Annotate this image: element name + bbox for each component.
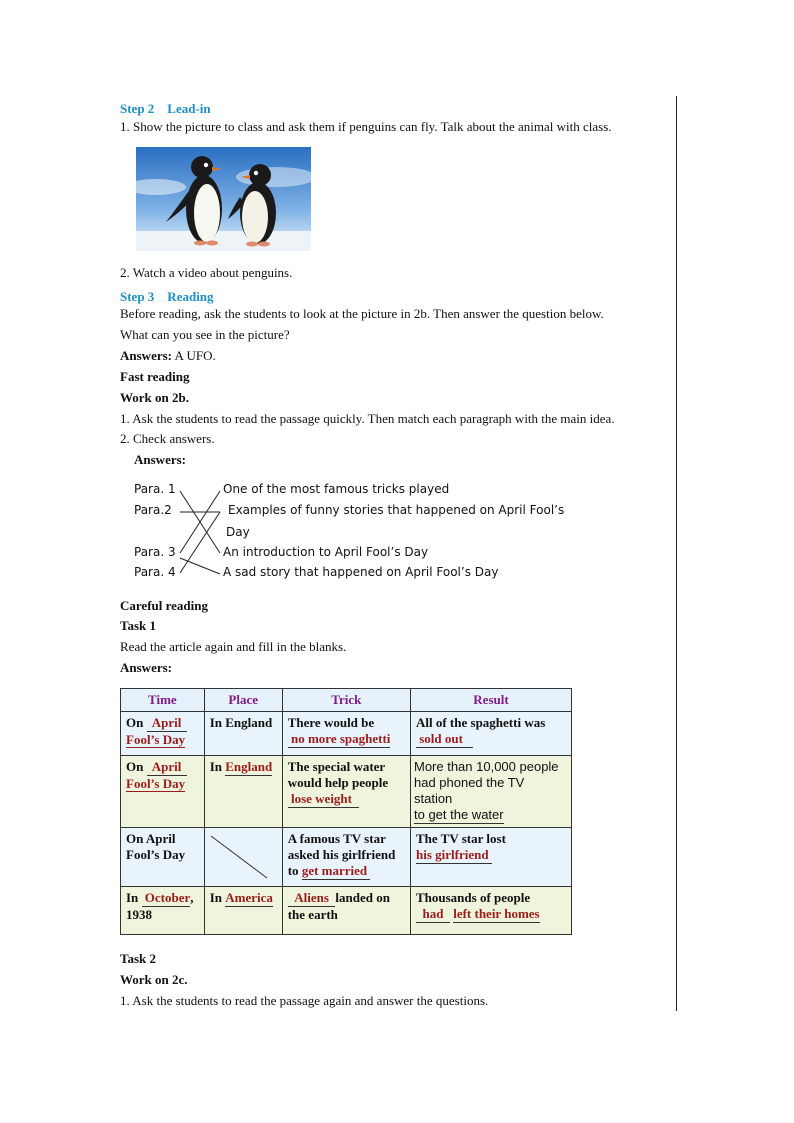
work-2b-heading: Work on 2b. (120, 390, 189, 405)
fill-in-table (120, 688, 572, 935)
cell-result: Thousands of people had left their homes (410, 887, 571, 935)
task1-answers-label: Answers: (120, 660, 172, 675)
main-idea-4: A sad story that happened on April Fool’s Day (223, 565, 499, 579)
cell-trick: There would be no more spaghetti (282, 712, 410, 756)
cell-result: The TV star lost his girlfriend (410, 828, 571, 887)
step3-answer (120, 348, 216, 364)
header-place: Place (204, 689, 282, 712)
table-row (121, 887, 572, 935)
answer-blank: Aliens (294, 890, 329, 905)
answer-blank: April (151, 715, 182, 730)
cell-place: In England (204, 756, 282, 828)
step2-title: Step 2 Lead-in (120, 101, 211, 116)
fast-item2: 2. Check answers. (120, 431, 215, 446)
cell-trick: A famous TV star asked his girlfriend to get married (282, 828, 410, 887)
table-row (121, 756, 572, 828)
cell-result: More than 10,000 people had phoned the TV station to get the water (410, 756, 571, 828)
para-label-2: Para.2 (134, 503, 172, 517)
answer-blank: America (225, 890, 273, 905)
answer-blank: no more spaghetti (290, 731, 391, 746)
match-line-5 (180, 558, 220, 574)
penguins-photo (136, 147, 311, 251)
main-idea-2-cont: Day (226, 525, 250, 539)
margin-rule (676, 96, 677, 1011)
empty-cell-diagonal (205, 828, 282, 886)
answer-blank: Fool’s Day (126, 732, 186, 747)
answer-blank: lose weight (290, 791, 352, 806)
fast-item1: 1. Ask the students to read the passage quickly. Then match each paragraph with the main idea. (120, 411, 615, 426)
task1-instruction: Read the article again and fill in the blanks. (120, 639, 347, 654)
answer-blank: October (144, 890, 191, 905)
cell-place: In America (204, 887, 282, 935)
work-2c-heading: Work on 2c. (120, 972, 188, 987)
para-label-3: Para. 3 (134, 545, 176, 559)
step2-item1: 1. Show the picture to class and ask them if penguins can fly. Talk about the animal with class. (120, 119, 612, 134)
task1-heading: Task 1 (120, 618, 157, 633)
answers-label: Answers: (120, 348, 172, 363)
answer-blank: get married (301, 863, 368, 878)
cell-time: On April Fool’s Day (121, 756, 205, 828)
matching-lines (170, 478, 230, 578)
table-row (121, 712, 572, 756)
answer-blank: had (422, 906, 444, 921)
answer-value: A UFO. (172, 348, 216, 363)
para-label-4: Para. 4 (134, 565, 176, 579)
step2-item2: 2. Watch a video about penguins. (120, 265, 293, 280)
step3-title: Step 3 Reading (120, 289, 214, 304)
cell-time: On April Fool’s Day (121, 712, 205, 756)
step3-before: Before reading, ask the students to look at the picture in 2b. Then answer the question below. (120, 306, 604, 321)
task2-heading: Task 2 (120, 951, 157, 966)
fast-answers-label: Answers: (134, 452, 186, 467)
answer-blank: April (151, 759, 182, 774)
cell-time: On April Fool’s Day (121, 828, 205, 887)
cell-result: All of the spaghetti was sold out (410, 712, 571, 756)
header-result: Result (410, 689, 571, 712)
main-idea-1: One of the most famous tricks played (223, 482, 450, 496)
task2-item1: 1. Ask the students to read the passage again and answer the questions. (120, 993, 489, 1008)
header-time: Time (121, 689, 205, 712)
cell-place-empty (204, 828, 282, 887)
answer-blank: left their homes (453, 906, 540, 921)
careful-reading-heading: Careful reading (120, 598, 208, 613)
main-idea-3: An introduction to April Fool’s Day (223, 545, 429, 559)
step3-question: What can you see in the picture? (120, 327, 290, 342)
answer-blank: his girlfriend (415, 847, 489, 862)
main-idea-2: Examples of funny stories that happened on April Fool’s (228, 503, 565, 517)
cell-trick: The special water would help people lose weight (282, 756, 410, 828)
para-label-1: Para. 1 (134, 482, 176, 496)
header-trick: Trick (282, 689, 410, 712)
answer-blank: Fool’s Day (126, 776, 186, 791)
fast-reading-heading: Fast reading (120, 369, 190, 384)
cell-time: In October, 1938 (121, 887, 205, 935)
answer-blank: sold out (419, 731, 463, 746)
answer-blank: England (225, 759, 273, 774)
table-header-row (121, 689, 572, 712)
cell-place: In England (204, 712, 282, 756)
cell-trick: Aliens landed on the earth (282, 887, 410, 935)
table-row (121, 828, 572, 887)
